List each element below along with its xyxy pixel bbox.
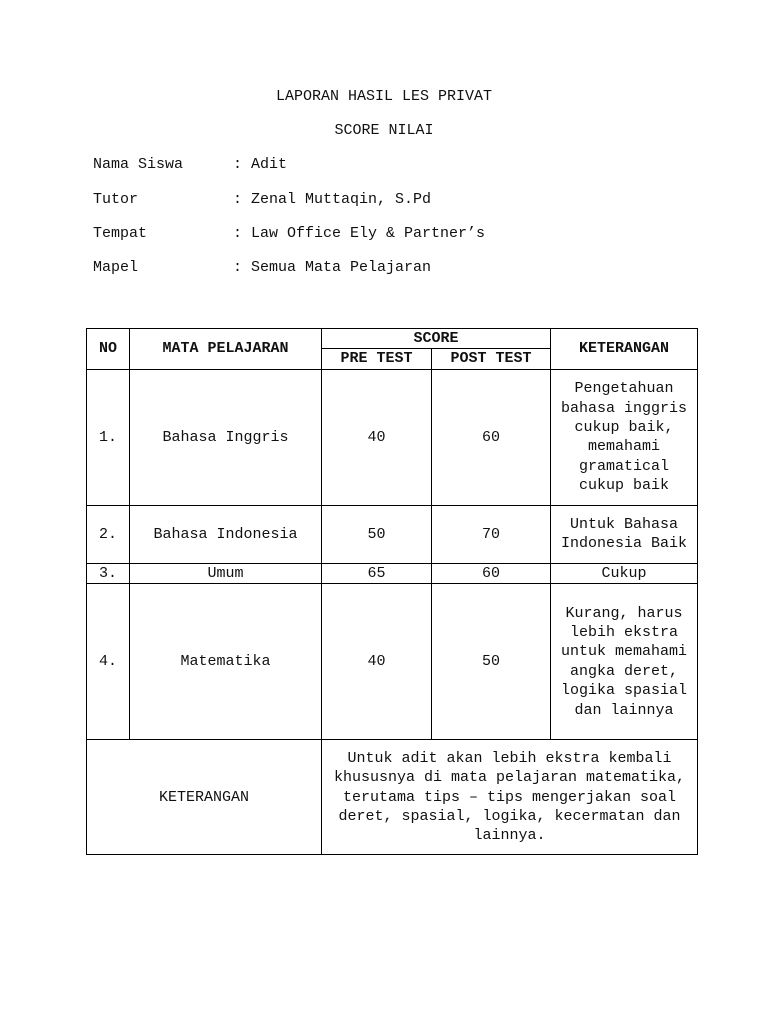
cell-subject: Bahasa Inggris [130, 369, 322, 505]
info-value: : Zenal Muttaqin, S.Pd [233, 191, 432, 208]
header-notes: KETERANGAN [551, 329, 698, 370]
cell-no: 4. [87, 584, 130, 740]
table-row [87, 505, 698, 563]
score-table [86, 328, 698, 855]
info-label: Mapel [93, 259, 139, 276]
cell-subject: Umum [130, 563, 322, 583]
cell-no: 1. [87, 369, 130, 505]
info-label: Nama Siswa [93, 156, 184, 173]
info-row-place [93, 225, 485, 242]
cell-pre-test: 65 [322, 563, 432, 583]
cell-note: Untuk Bahasa Indonesia Baik [551, 505, 698, 563]
header-post-test: POST TEST [432, 349, 551, 369]
table-row [87, 563, 698, 583]
info-label: Tutor [93, 191, 139, 208]
header-pre-test: PRE TEST [322, 349, 432, 369]
cell-note: Kurang, harus lebih ekstra untuk memahami angka deret, logika spasial dan lainnya [551, 584, 698, 740]
cell-pre-test: 50 [322, 505, 432, 563]
info-row-subject [93, 259, 431, 276]
cell-subject: Matematika [130, 584, 322, 740]
table-row [87, 369, 698, 505]
cell-post-test: 60 [432, 563, 551, 583]
cell-note: Pengetahuan bahasa inggris cukup baik, memahami gramatical cukup baik [551, 369, 698, 505]
cell-note: Cukup [551, 563, 698, 583]
info-value: : Semua Mata Pelajaran [233, 259, 432, 276]
header-no: NO [87, 329, 130, 370]
summary-row [87, 740, 698, 855]
cell-subject: Bahasa Indonesia [130, 505, 322, 563]
info-value: : Adit [233, 156, 288, 173]
cell-post-test: 50 [432, 584, 551, 740]
table-row [87, 584, 698, 740]
report-title: LAPORAN HASIL LES PRIVAT [275, 88, 493, 105]
header-score: SCORE [322, 329, 551, 349]
cell-post-test: 60 [432, 369, 551, 505]
summary-label: KETERANGAN [87, 740, 322, 855]
info-label: Tempat [93, 225, 148, 242]
info-value: : Law Office Ely & Partner’s [233, 225, 486, 242]
report-subtitle: SCORE NILAI [334, 122, 434, 139]
header-subject: MATA PELAJARAN [130, 329, 322, 370]
cell-no: 2. [87, 505, 130, 563]
cell-pre-test: 40 [322, 584, 432, 740]
cell-post-test: 70 [432, 505, 551, 563]
summary-text: Untuk adit akan lebih ekstra kembali khususnya di mata pelajaran matematika, terutama tips – tips mengerjakan soal deret, spasial, logika, kecermatan dan lainnya. [322, 740, 698, 855]
info-row-student [93, 156, 287, 173]
info-row-tutor [93, 191, 431, 208]
table-header-row [87, 329, 698, 349]
cell-pre-test: 40 [322, 369, 432, 505]
cell-no: 3. [87, 563, 130, 583]
